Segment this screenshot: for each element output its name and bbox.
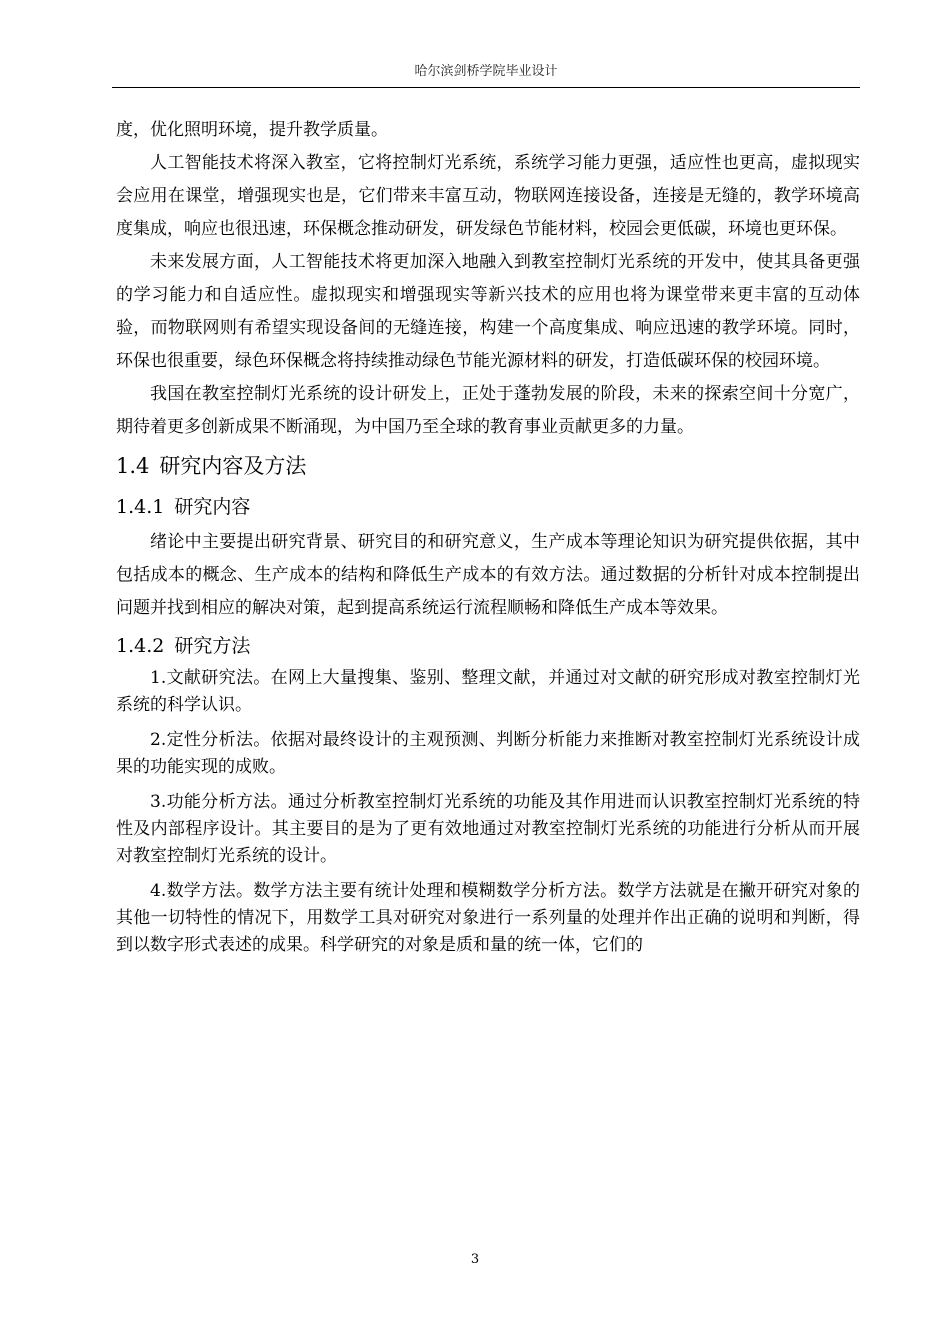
paragraph-national-outlook: 我国在教室控制灯光系统的设计研发上，正处于蓬勃发展的阶段，未来的探索空间十分宽广，期待着更多创新成果不断涌现，为中国乃至全球的教育事业贡献更多的力量。 — [116, 384, 860, 437]
section-number: 1.4.2 — [116, 635, 165, 657]
section-heading-1-4-1 — [116, 488, 860, 526]
page-header: 哈尔滨剑桥学院毕业设计 — [414, 64, 558, 79]
section-title: 研究内容及方法 — [159, 454, 307, 478]
method-mathematical: 4.数学方法。数学方法主要有统计处理和模糊数学分析方法。数学方法就是在撇开研究对象的其他一切特性的情况下，用数学工具对研究对象进行一系列量的处理并作出正确的说明和判断，得到以数字形式表述的成果。科学研究的对象是质和量的统一体，它们的 — [116, 881, 860, 955]
paragraph-continuation: 度，优化照明环境，提升教学质量。 — [116, 120, 388, 140]
section-number: 1.4.1 — [116, 496, 165, 518]
method-functional-analysis: 3.功能分析方法。通过分析教室控制灯光系统的功能及其作用进而认识教室控制灯光系统的特性及内部程序设计。其主要目的是为了更有效地通过对教室控制灯光系统的功能进行分析从而开展对教室控制灯光系统的设计。 — [116, 792, 860, 866]
section-heading-1-4-2 — [116, 627, 860, 665]
paragraph-future-development: 未来发展方面，人工智能技术将更加深入地融入到教室控制灯光系统的开发中，使其具备更强的学习能力和自适应性。虚拟现实和增强现实等新兴技术的应用也将为课堂带来更丰富的互动体验，而物联网则有希望实现设备间的无缝连接，构建一个高度集成、响应迅速的教学环境。同时，环保也很重要，绿色环保概念将持续推动绿色节能光源材料的研发，打造低碳环保的校园环境。 — [116, 252, 860, 371]
method-literature-research: 1.文献研究法。在网上大量搜集、鉴别、整理文献，并通过对文献的研究形成对教室控制灯光系统的科学认识。 — [116, 668, 860, 715]
paragraph-research-content: 绪论中主要提出研究背景、研究目的和研究意义，生产成本等理论知识为研究提供依据，其中包括成本的概念、生产成本的结构和降低生产成本的有效方法。通过数据的分析针对成本控制提出问题并找到相应的解决对策，起到提高系统运行流程顺畅和降低生产成本等效果。 — [116, 532, 860, 618]
section-title: 研究内容 — [174, 496, 251, 518]
section-heading-1-4 — [116, 446, 860, 486]
paragraph-ai-classroom: 人工智能技术将深入教室，它将控制灯光系统，系统学习能力更强，适应性也更高，虚拟现实会应用在课堂，增强现实也是，它们带来丰富互动，物联网连接设备，连接是无缝的，教学环境高度集成，响应也很迅速，环保概念推动研发，研发绿色节能材料，校园会更低碳，环境也更环保。 — [116, 153, 860, 239]
document-body — [116, 114, 860, 967]
header-divider — [112, 87, 860, 88]
section-number: 1.4 — [116, 454, 150, 478]
section-title: 研究方法 — [174, 635, 251, 657]
method-qualitative-analysis: 2.定性分析法。依据对最终设计的主观预测、判断分析能力来推断对教室控制灯光系统设计成果的功能实现的成败。 — [116, 730, 860, 777]
page-number: 3 — [470, 1252, 480, 1267]
